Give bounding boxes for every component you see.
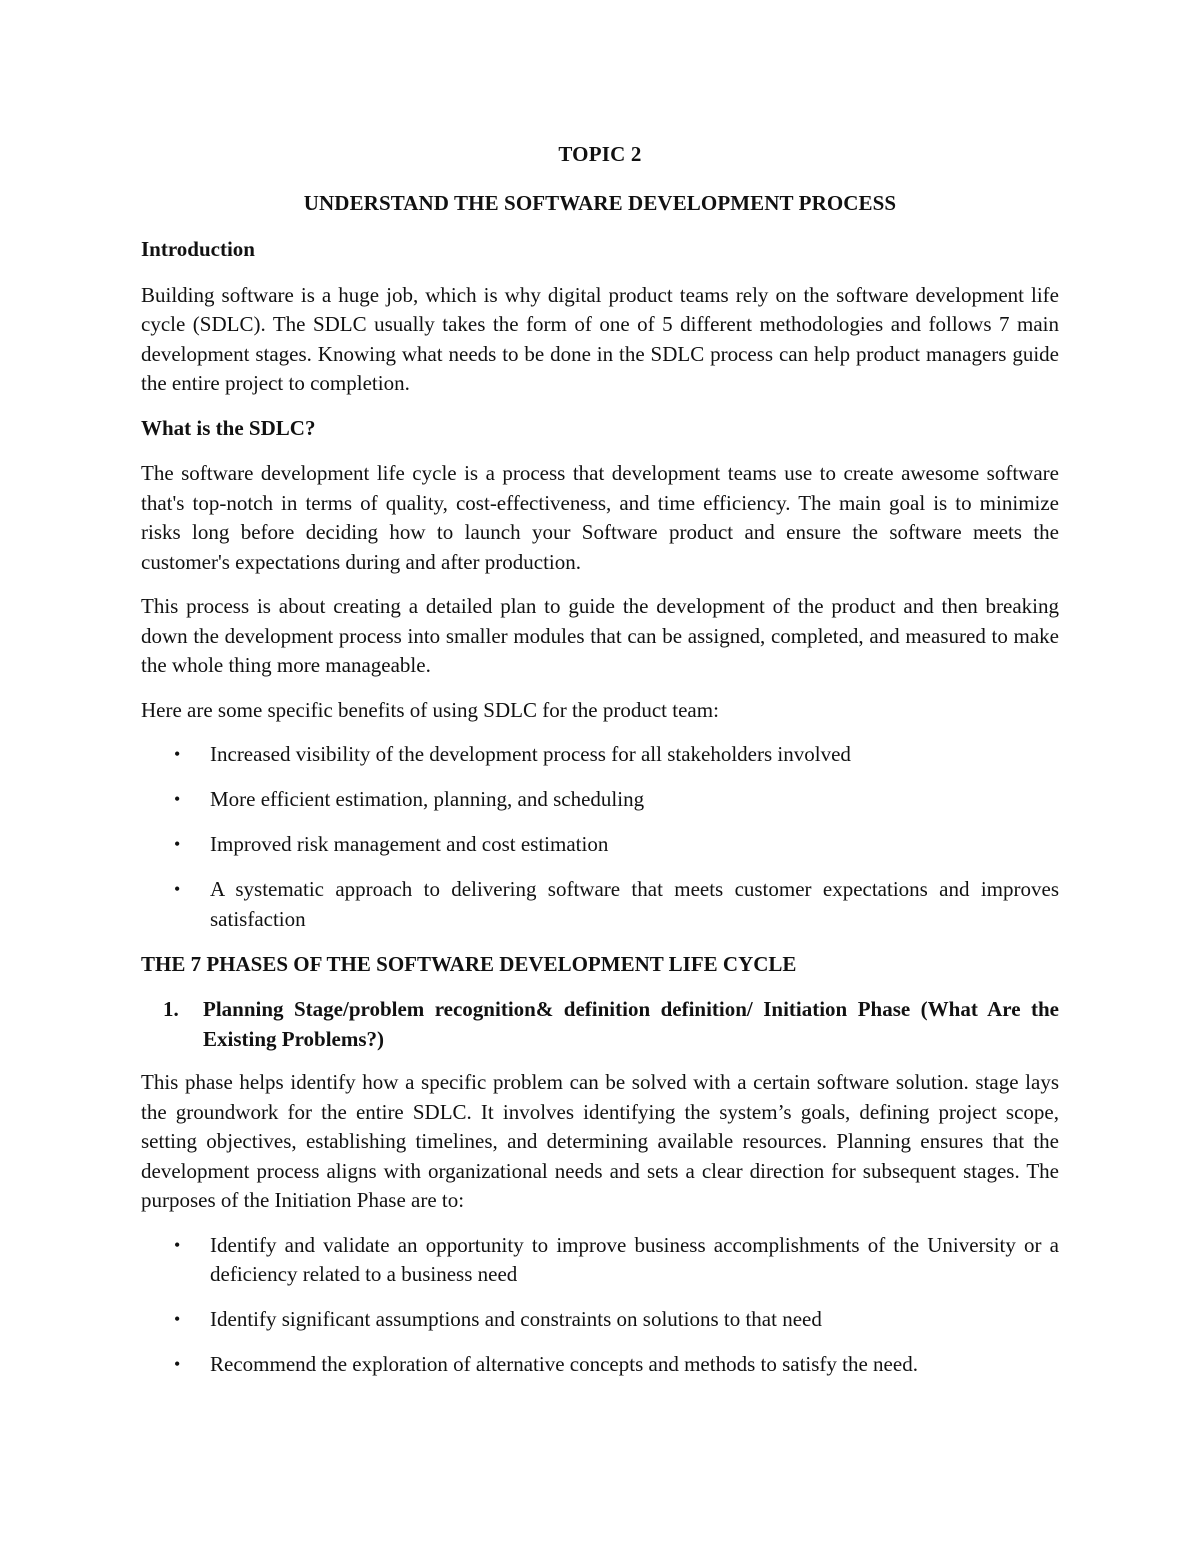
- list-item: [141, 740, 1059, 770]
- topic-label: TOPIC 2: [558, 142, 642, 166]
- phases-list: [141, 995, 1059, 1054]
- bullet-icon: •: [174, 1354, 181, 1374]
- phase-item: [141, 995, 1059, 1054]
- sdlc-heading: What is the SDLC?: [141, 415, 316, 440]
- sdlc-paragraph-2: This process is about creating a detailed plan to guide the development of the product and then breaking down the development process into smaller modules that can be assigned, completed, and measured to make the whole thing more manageable.: [141, 594, 1059, 677]
- phase-1-paragraph: This phase helps identify how a specific problem can be solved with a certain software solution. stage lays the groundwork for the entire SDLC. It involves identifying the system’s goals, defining project scope, setting objectives, establishing timelines, and determining available resources. Planning ensures that the development process aligns with organizational needs and sets a clear direction for subsequent stages. The purposes of the Initiation Phase are to:: [141, 1070, 1059, 1212]
- phase-number: 1.: [163, 997, 179, 1021]
- phase-title: Planning Stage/problem recognition& definition definition/ Initiation Phase (What Are the Existing Problems?): [203, 997, 1059, 1051]
- benefits-list: [141, 740, 1059, 934]
- list-item: [141, 1350, 1059, 1380]
- purpose-text: Identify and validate an opportunity to improve business accomplishments of the University or a deficiency related to a business need: [210, 1232, 1059, 1286]
- list-item: [141, 1305, 1059, 1335]
- introduction-paragraph: Building software is a huge job, which is why digital product teams rely on the software development life cycle (SDLC). The SDLC usually takes the form of one of 5 different methodologies and follows 7 main development stages. Knowing what needs to be done in the SDLC process can help product managers guide the entire project to completion.: [141, 282, 1059, 395]
- list-item: [141, 875, 1059, 934]
- benefit-text: More efficient estimation, planning, and scheduling: [210, 787, 645, 811]
- purposes-list: [141, 1231, 1059, 1380]
- purpose-text: Identify significant assumptions and constraints on solutions to that need: [210, 1307, 822, 1331]
- benefits-intro: Here are some specific benefits of using SDLC for the product team:: [141, 697, 719, 722]
- document-page: [141, 140, 1059, 1395]
- list-item: [141, 785, 1059, 815]
- page-title: UNDERSTAND THE SOFTWARE DEVELOPMENT PROCESS: [303, 190, 897, 215]
- phases-heading: THE 7 PHASES OF THE SOFTWARE DEVELOPMENT LIFE CYCLE: [141, 951, 797, 976]
- bullet-icon: •: [174, 879, 181, 899]
- purpose-text: Recommend the exploration of alternative concepts and methods to satisfy the need.: [210, 1352, 918, 1376]
- bullet-icon: •: [174, 1234, 181, 1255]
- sdlc-paragraph-1: The software development life cycle is a process that development teams use to create awesome software that's top-notch in terms of quality, cost-effectiveness, and time efficiency. The main goal is to minimize risks long before deciding how to launch your Software product and ensure the software meets the customer's expectations during and after production.: [141, 461, 1059, 574]
- benefit-text: Increased visibility of the development process for all stakeholders involved: [210, 742, 851, 766]
- list-item: [141, 1231, 1059, 1290]
- benefit-text: Improved risk management and cost estimation: [210, 832, 609, 856]
- bullet-icon: •: [174, 834, 181, 854]
- benefit-text: A systematic approach to delivering software that meets customer expectations and improves satisfaction: [210, 877, 1059, 931]
- list-item: [141, 830, 1059, 860]
- bullet-icon: •: [174, 789, 181, 809]
- bullet-icon: •: [174, 1309, 181, 1329]
- introduction-heading: Introduction: [141, 237, 255, 261]
- bullet-icon: •: [174, 744, 181, 764]
